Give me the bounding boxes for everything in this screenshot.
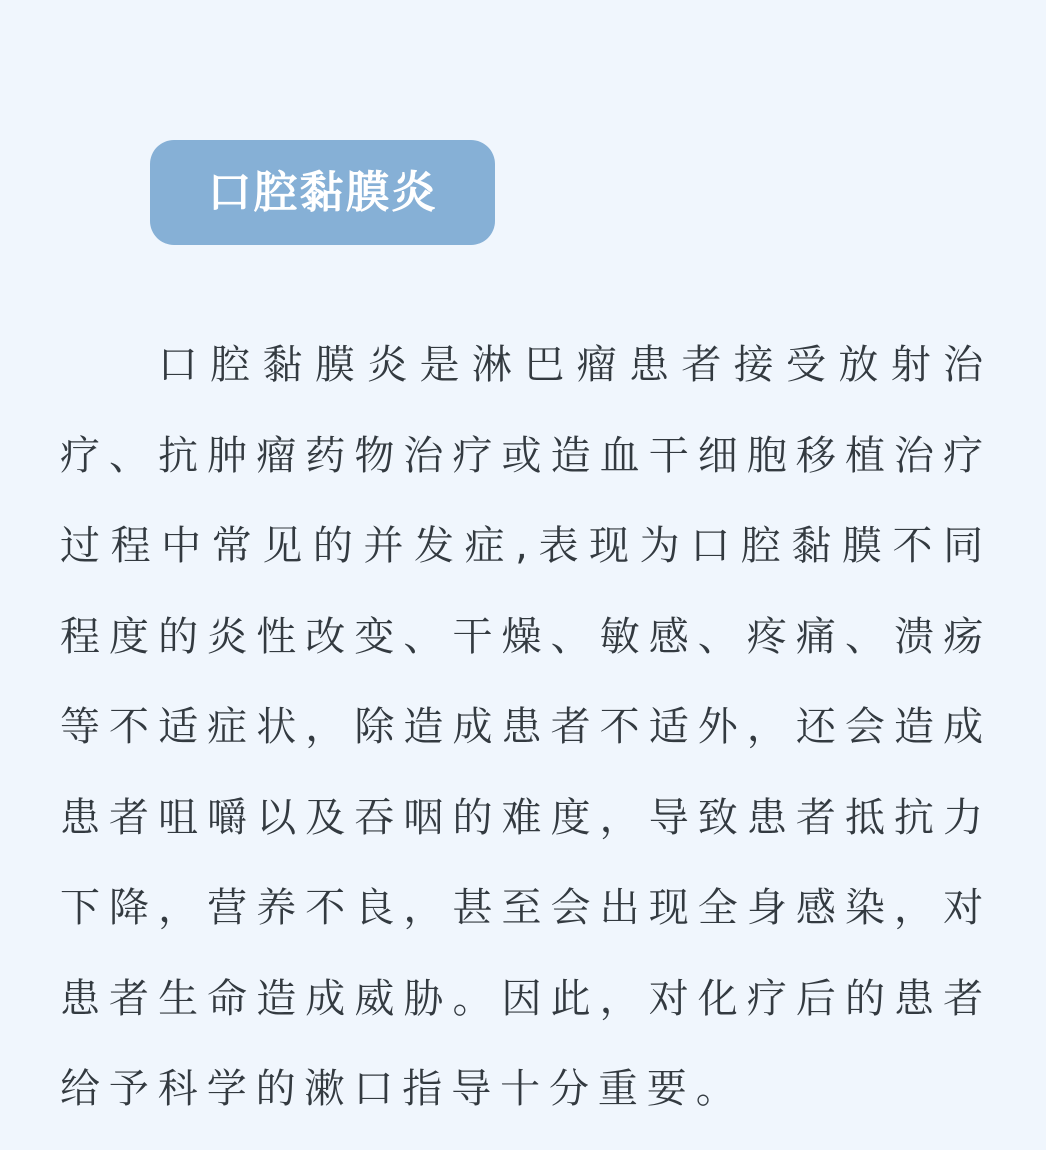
section-paragraph: 口腔黏膜炎是淋巴瘤患者接受放射治疗、抗肿瘤药物治疗或造血干细胞移植治疗过程中常见的并发症,表现为口腔黏膜不同程度的炎性改变、干燥、敏感、疼痛、溃疡等不适症状，除造成患者不适外，还会造成患者咀嚼以及吞咽的难度，导致患者抵抗力下降，营养不良，甚至会出现全身感染，对患者生命造成威胁。因此，对化疗后的患者给予科学的漱口指导十分重要。 [60, 342, 992, 1112]
section-title: 口腔黏膜炎 [207, 166, 438, 218]
section-title-badge [150, 140, 495, 245]
